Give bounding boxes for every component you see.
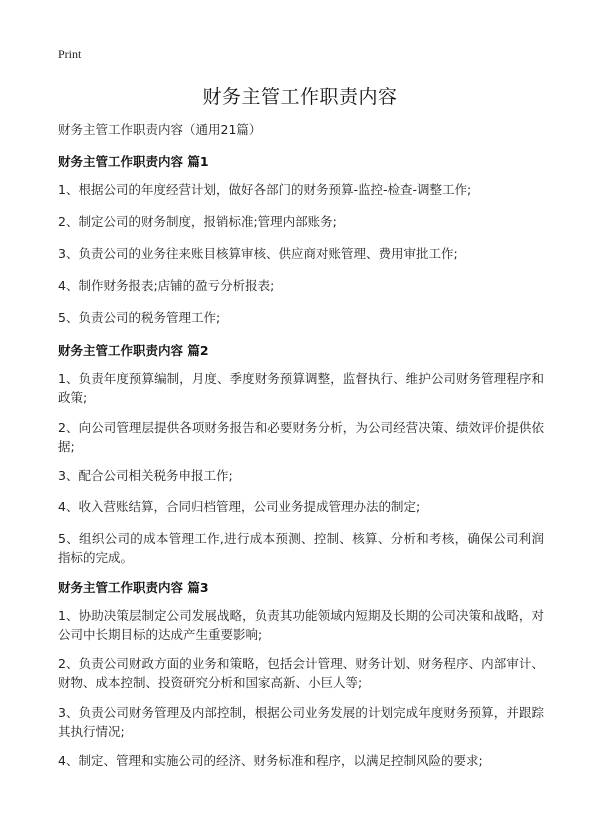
section-2-item-5: 5、组织公司的成本管理工作,进行成本预测、控制、核算、分析和考核，确保公司利润指标的完成。 — [58, 531, 544, 565]
section-3-item-3: 3、负责公司财务管理及内部控制，根据公司业务发展的计划完成年度财务预算，并跟踪其执行情况; — [58, 705, 544, 739]
section-heading-1: 财务主管工作职责内容 篇1 — [58, 154, 209, 169]
section-3-item-1: 1、协助决策层制定公司发展战略，负责其功能领域内短期及长期的公司决策和战略，对公司中长期目标的达成产生重要影响; — [58, 608, 544, 642]
page-title: 财务主管工作职责内容 — [202, 86, 398, 108]
section-1-item-5: 5、负责公司的税务管理工作; — [58, 310, 221, 325]
section-2-item-2: 2、向公司管理层提供各项财务报告和必要财务分析，为公司经营决策、绩效评价提供依据; — [58, 420, 544, 454]
section-3-item-4: 4、制定、管理和实施公司的经济、财务标准和程序，以满足控制风险的要求; — [58, 753, 483, 768]
section-heading-3: 财务主管工作职责内容 篇3 — [58, 580, 209, 595]
section-1-item-1: 1、根据公司的年度经营计划，做好各部门的财务预算-监控-检查-调整工作; — [58, 182, 472, 197]
section-heading-2: 财务主管工作职责内容 篇2 — [58, 343, 209, 358]
section-1-item-4: 4、制作财务报表;店铺的盈亏分析报表; — [58, 278, 275, 293]
document-subtitle: 财务主管工作职责内容（通用21篇） — [58, 122, 262, 137]
print-label[interactable]: Print — [58, 47, 82, 61]
section-1-item-3: 3、负责公司的业务往来账目核算审核、供应商对账管理、费用审批工作; — [58, 246, 458, 261]
section-2-item-1: 1、负责年度预算编制，月度、季度财务预算调整，监督执行、维护公司财务管理程序和政策; — [58, 371, 544, 405]
section-2-item-4: 4、收入营账结算，合同归档管理，公司业务提成管理办法的制定; — [58, 499, 421, 514]
section-3-item-2: 2、负责公司财政方面的业务和策略，包括会计管理、财务计划、财务程序、内部审计、财物、成本控制、投资研究分析和国家高新、小巨人等; — [58, 656, 544, 690]
section-2-item-3: 3、配合公司相关税务申报工作; — [58, 468, 233, 483]
section-1-item-2: 2、制定公司的财务制度，报销标准;管理内部账务; — [58, 214, 337, 229]
